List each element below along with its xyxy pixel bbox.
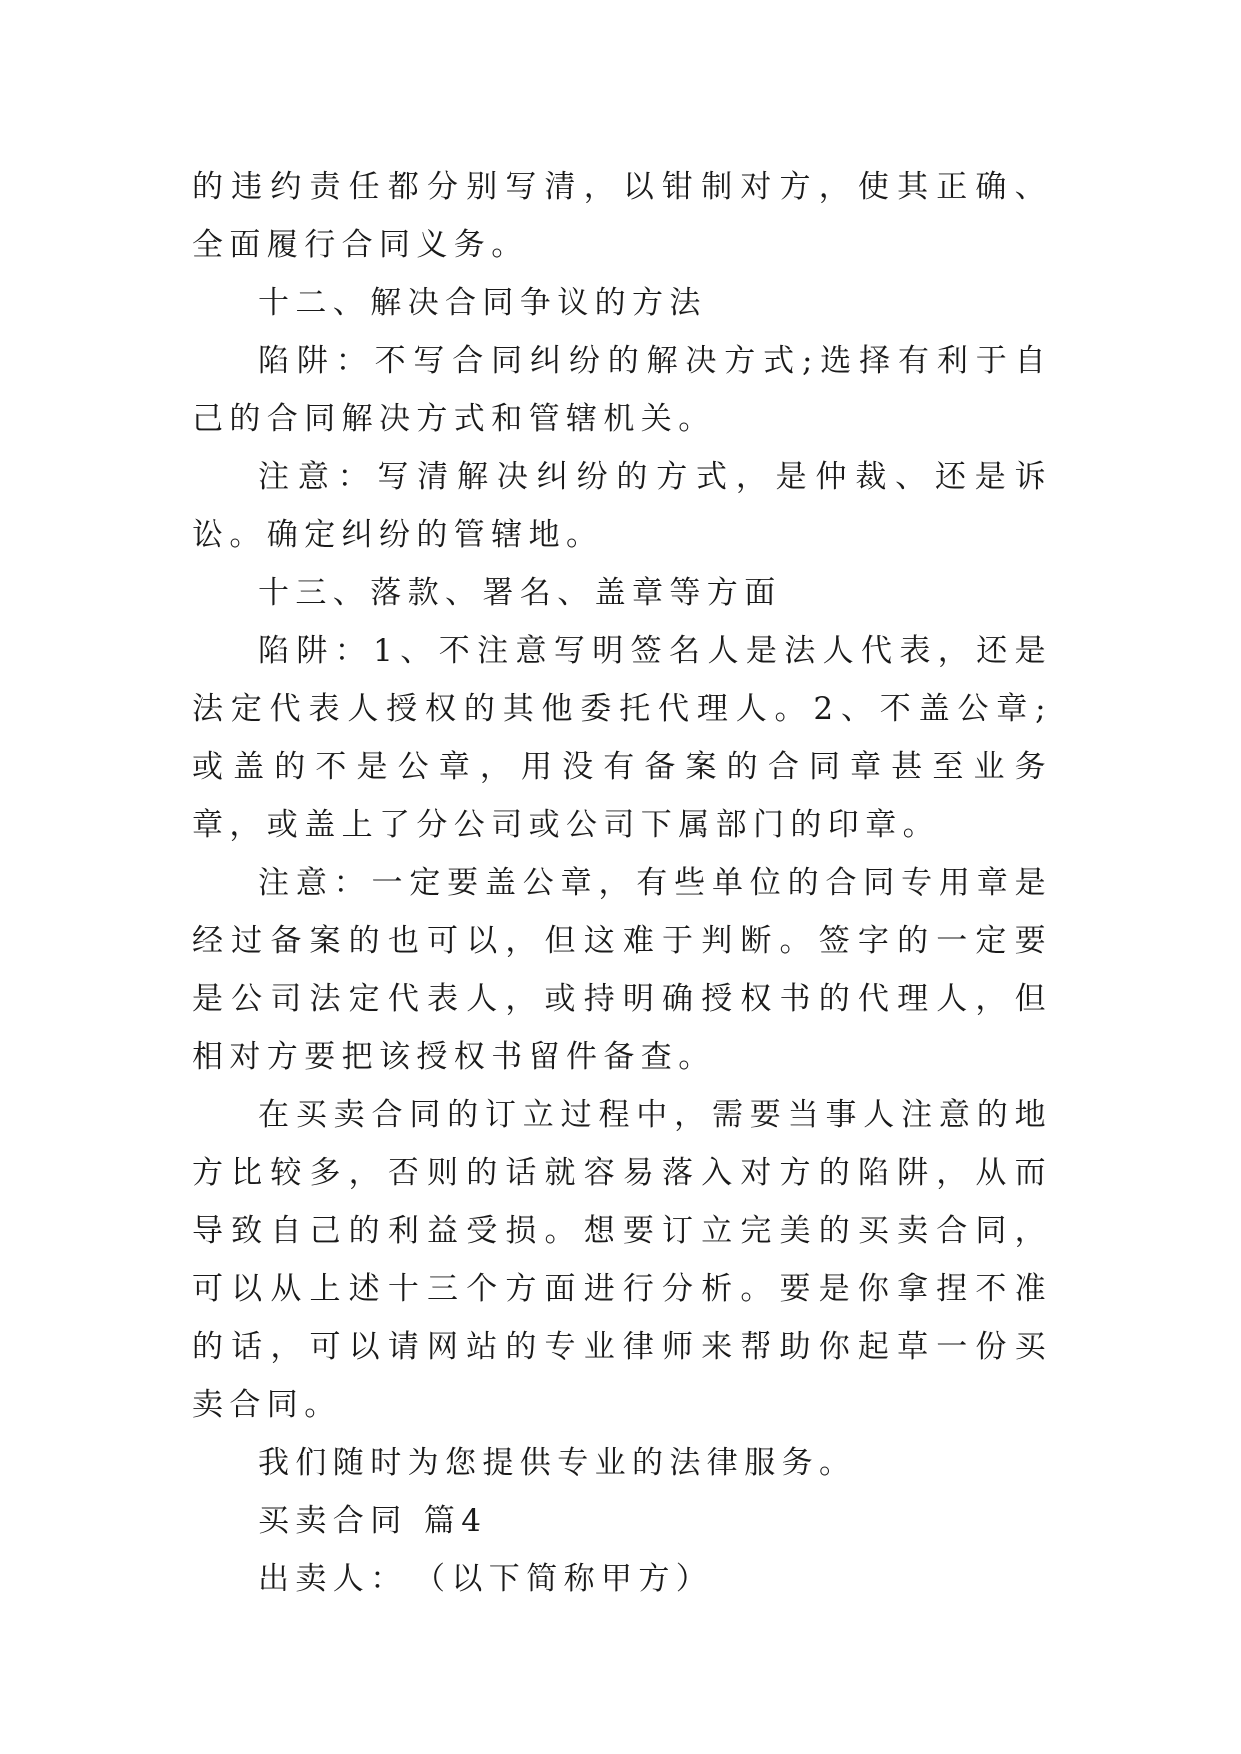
paragraph-continuation: 的违约责任都分别写清，以钳制对方，使其正确、全面履行合同义务。 [192,169,1052,263]
paragraph-trap-13: 陷阱：1、不注意写明签名人是法人代表，还是法定代表人授权的其他委托代理人。2、不盖公章;或盖的不是公章，用没有备案的合同章甚至业务章，或盖上了分公司或公司下属部门的印章。 [192,633,1052,843]
paragraph-trap-12: 陷阱：不写合同纠纷的解决方式;选择有利于自己的合同解决方式和管辖机关。 [192,343,1052,437]
document-body [192,158,1052,1608]
seller-line: 出卖人： （以下简称甲方） [258,1561,714,1597]
paragraph-note-13: 注意：一定要盖公章，有些单位的合同专用章是经过备案的也可以，但这难于判断。签字的一定要是公司法定代表人，或持明确授权书的代理人，但相对方要把该授权书留件备查。 [192,865,1052,1075]
contract-title: 买卖合同 篇4 [258,1503,488,1539]
paragraph-service: 我们随时为您提供专业的法律服务。 [258,1445,857,1481]
paragraph-note-12: 注意：写清解决纠纷的方式，是仲裁、还是诉讼。确定纠纷的管辖地。 [192,459,1052,553]
section-heading-12: 十二、解决合同争议的方法 [258,285,707,321]
paragraph-summary: 在买卖合同的订立过程中，需要当事人注意的地方比较多，否则的话就容易落入对方的陷阱，从而导致自己的利益受损。想要订立完美的买卖合同，可以从上述十三个方面进行分析。要是你拿捏不准的话，可以请网站的专业律师来帮助你起草一份买卖合同。 [192,1097,1052,1423]
section-heading-13: 十三、落款、署名、盖章等方面 [258,575,782,611]
